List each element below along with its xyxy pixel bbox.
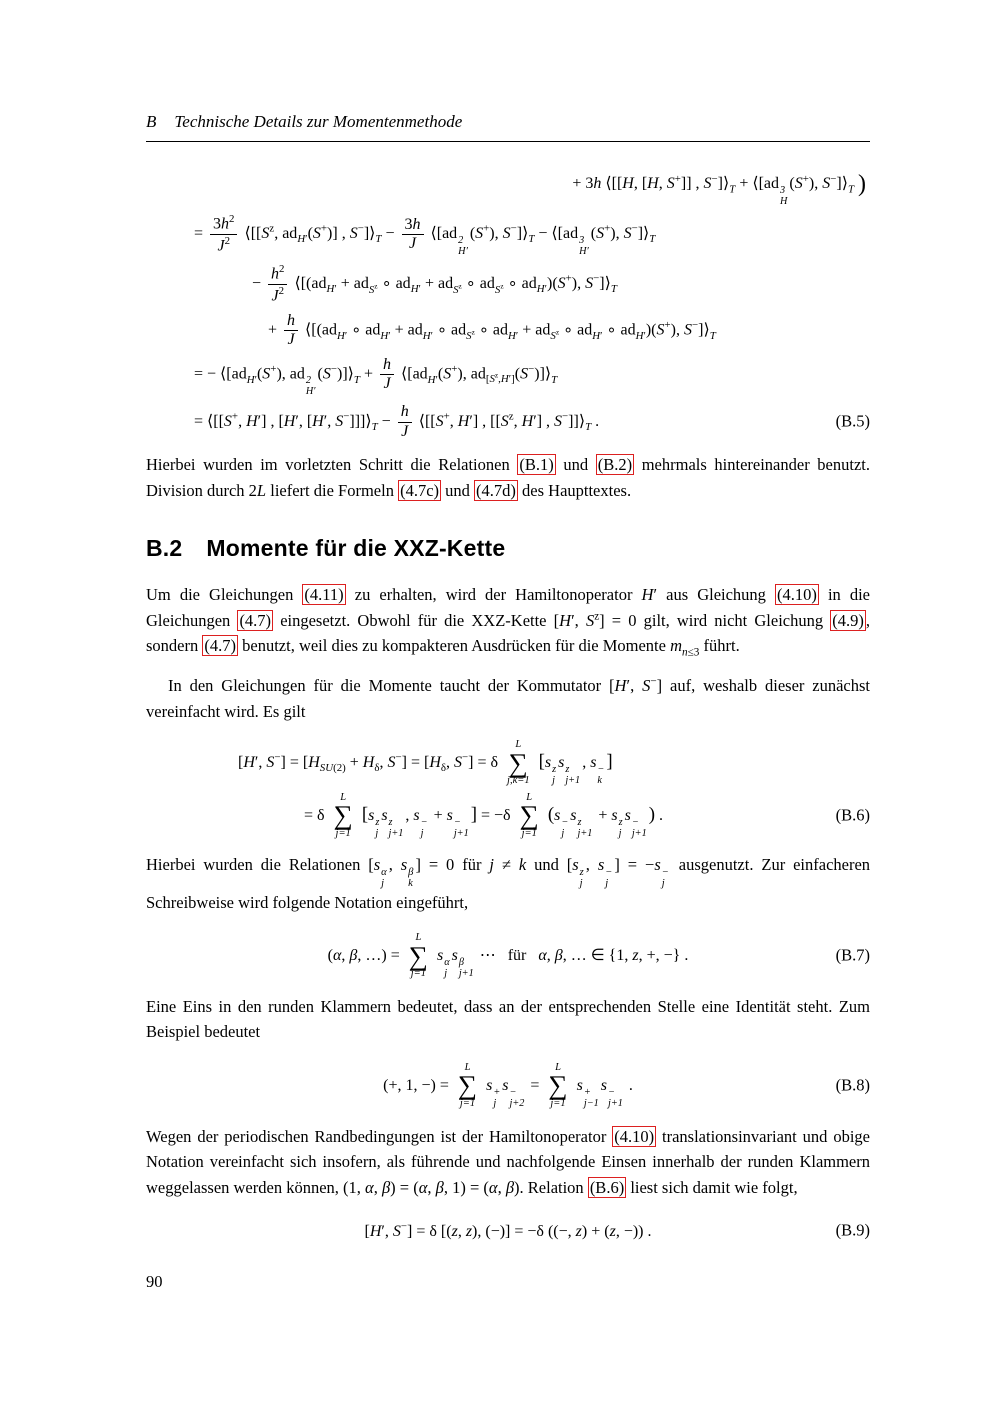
ref-47[interactable]: (4.7) — [239, 610, 272, 630]
equation-line — [146, 933, 870, 980]
section-title: Momente für die XXZ-Kette — [206, 535, 506, 562]
display-equation-B9 — [146, 1218, 870, 1243]
equation-line — [146, 1063, 870, 1110]
equation-number-B6: (B.6) — [835, 805, 870, 825]
equation-content: = δ L ∑ j=1 [s z j s z j+1 , s − j + s − j+1 ] = −δ L ∑ j=1 (s − j s z j+1 + s z j s − j+1 ) . — [304, 791, 663, 840]
running-header — [146, 112, 870, 142]
equation-number-B8: (B.8) — [835, 1075, 870, 1095]
equation-content: (+, 1, −) = L ∑ j=1 s + j s − j+2 = L ∑ j=1 s + j−1 s − j+1 . — [383, 1061, 633, 1110]
ref-B1[interactable]: (B.1) — [519, 455, 554, 475]
display-equation-B6 — [146, 740, 870, 839]
paragraph-after-B7: Eine Eins in den runden Klammern bedeutet, dass an der entsprechenden Stelle eine Identität steht. Zum Beispiel bedeutet — [146, 996, 870, 1042]
equation-number-B9: (B.9) — [835, 1220, 870, 1240]
equation-number-B5: (B.5) — [835, 411, 870, 431]
equation-line: + 3h ⟨[[H, [H, S+]] , $S^-]⟩_T$ + ⟨[ad 3 H (S+), $S^-]⟩_T$ ) — [572, 171, 866, 208]
chapter-label: B — [146, 112, 157, 131]
equation-content: [H′, S−] = δ [(z, z), (−)] = −δ ((−, z) + (z, −)) . — [364, 1220, 652, 1240]
ref-411[interactable]: (4.11) — [304, 585, 344, 605]
equation-content: = ⟨[[S+, H′] , [H′, [H′, $S^-]]]⟩_T$ − $\frac{h}{J}$ ⟨[[S+, H′] , [[$S^z$, H′] , $S^-]]⟩_T$ . — [194, 403, 600, 440]
ref-B2[interactable]: (B.2) — [597, 455, 633, 475]
section-heading — [146, 535, 870, 562]
section-number: B.2 — [146, 535, 183, 562]
equation-line: + $\frac{h}{J}$ $⟨[(ad_{H'}$ ∘ $ad_{H'} + ad_{H'}$ ∘ $ad_{S^z}$ ∘ $ad_{H'} + ad_{S^z}$ ∘ $ad_{H'}$ ∘ $ad_{H'})(S^+)$, $S^-]⟩_T$ — [268, 311, 716, 349]
equation-line: [H′, $S^-] = [H_{SU(2)} + H_\delta$, $S^-] = [H_\delta$, S−] = δ L ∑ j,k=1 [s z j s z j+1 , s − k ] — [238, 739, 613, 787]
equation-content: (α, β, …) = L ∑ j=1 s α j s β j+1 ⋯ für α, β, … ∈ {1, z, +, −} . — [327, 932, 689, 980]
page-number: 90 — [146, 1272, 163, 1291]
equation-line: = $\frac{3h^2}{J^2}$ $⟨[[S^z$, $ad_{H'}(S^+)$] , $S^-]⟩_T$ − $\frac{3h}{J}$ ⟨[ad 2 H′ (S+), $S^-]⟩_T$ − ⟨[ad 3 H′ (S+), $S^-]⟩_T$ — [194, 213, 656, 258]
paragraph-after-B6: Hierbei wurden die Relationen [s α j , s β k ] = 0 für j ≠ k und [s z j , s − j ] = −s − j ausgenutzt. Zur einfacheren Schreibweise wird folgende Notation eingeführt, — [146, 854, 871, 912]
paragraph-section-intro: Um die Gleichungen (4.11) zu erhalten, wird der Hamiltonoperator H′ aus Gleichung (4.10) in die Gleichungen (4.7) eingesetzt. Obwohl für die XXZ-Kette [H′, $S^z] = 0$ gilt, wird nicht Gleichung (4.9) , sondern (4.7) benutzt, weil dies zu kompakteren Ausdrücken für die Momente $m_{n\le 3}$ führt. — [146, 585, 870, 659]
display-equation-B8 — [146, 1063, 870, 1110]
equation-line — [146, 403, 870, 441]
paragraph-after-B5: Hierbei wurden im vorletzten Schritt die Relationen (B.1) und (B.2) mehrmals hintereinander benutzt. Division durch 2L liefert die Formeln (4.7c) und (4.7d) des Haupttextes. — [146, 455, 871, 500]
chapter-title: Technische Details zur Momentenmethode — [174, 112, 463, 131]
ref-47c[interactable]: (4.7c) — [400, 480, 440, 500]
display-equation-B5 — [146, 166, 870, 441]
ref-410[interactable]: (4.10) — [777, 585, 817, 605]
ref-B6[interactable]: (B.6) — [589, 1177, 625, 1197]
equation-number-B7: (B.7) — [835, 946, 870, 966]
display-equation-B7 — [146, 933, 870, 980]
equation-line: − $\frac{h^2}{J^2}$ $⟨[(ad_{H'} + ad_{S^z}$ ∘ $ad_{H'} + ad_{S^z}$ ∘ $ad_{S^z}$ ∘ $ad_{H'})(S^+)$, $S^-]⟩_T$ — [252, 263, 617, 305]
equation-line — [146, 1218, 870, 1243]
equation-line: = − $⟨[ad_{H'}(S^+)$, ad 2 H′ $(S^-)]⟩_T$ + $\frac{h}{J}$ $⟨[ad_{H'}(S^+)$, $ad_{[S^z,H']}(S^-)]⟩_T$ — [194, 355, 558, 398]
ref-47-2[interactable]: (4.7) — [204, 636, 236, 656]
paragraph-kommutator: In den Gleichungen für die Momente taucht der Kommutator [H′, S−] auf, weshalb dieser zunächst vereinfacht wird. Es gilt — [146, 675, 870, 721]
ref-49[interactable]: (4.9) — [832, 610, 864, 630]
ref-47d[interactable]: (4.7d) — [476, 480, 516, 500]
paragraph-after-B8: Wegen der periodischen Randbedingungen ist der Hamiltonoperator (4.10) translationsinvariant und obige Notation vereinfacht sich insofern, als führende und nachfolgende Einsen innerhalb der runden Klammern weggelassen werden können, (1, α, β) = (α, β, 1) = (α, β). Relation (B.6) liest sich damit wie folgt, — [146, 1126, 870, 1197]
equation-line — [146, 793, 870, 840]
ref-410-2[interactable]: (4.10) — [614, 1126, 655, 1146]
